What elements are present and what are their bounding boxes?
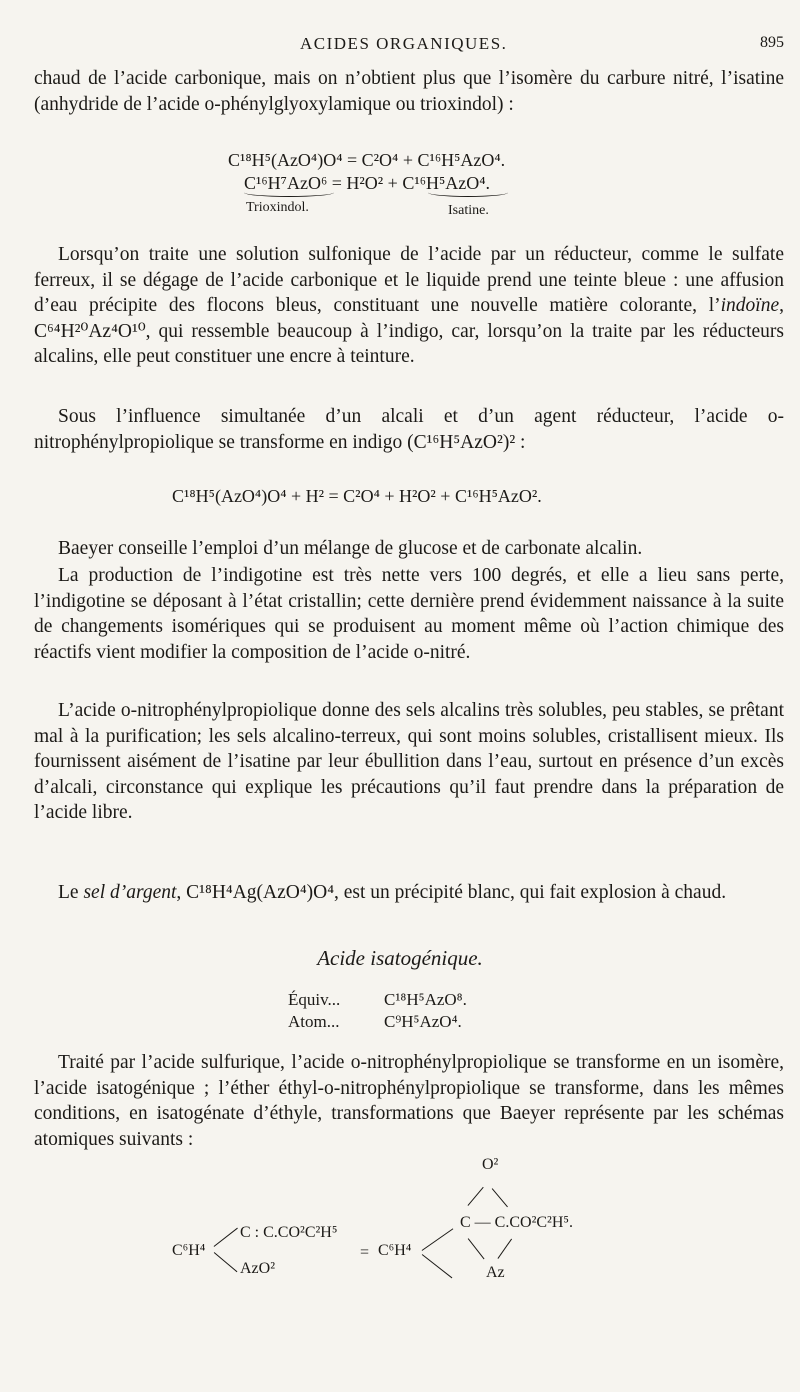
equiv-value: C¹⁸H⁵AzO⁸. xyxy=(384,990,467,1009)
equiv-label: Équiv... xyxy=(288,990,341,1009)
running-title: ACIDES ORGANIQUES. xyxy=(300,34,508,53)
paragraph-4: Baeyer conseille l’emploi d’un mélange de glucose et de carbonate alcalin. xyxy=(58,538,643,559)
scheme-right-o2: O² xyxy=(482,1156,499,1173)
scheme-left-top: C : C.CO²C²H⁵ xyxy=(240,1224,338,1241)
paragraph-2-text: Lorsqu’on traite une solution sulfonique de l’acide par un réducteur, comme le sulfate ferreux, il se dégage de l’acide carbonique et le liquide prend une teinte bleue : une affusion d’eau précipite des flocons bleus, constituant une nouvelle matière colorante, l’ xyxy=(34,244,784,317)
bond-line xyxy=(467,1238,484,1259)
label-trioxindol: Trioxindol. xyxy=(246,200,309,215)
equation-1-line-2-rhs: H²O² + C¹⁶H⁵AzO⁴. xyxy=(346,173,491,193)
paragraph-6: L’acide o-nitrophénylpropiolique donne des sels alcalins très solubles, peu stables, se prêtant mal à la purification; les sels alcalino-terreux, qui sont moins solubles, cristallisent mieux. Ils fournissent aisément de l’isatine par leur ébullition dans l’eau, surtout en présence d’un excès d’alcali, circonstance qui explique les précautions qu’il faut prendre dans la préparation de l’acide libre. xyxy=(34,700,784,824)
page-header xyxy=(0,34,800,60)
equation-1-line-1-rhs: C²O⁴ + C¹⁶H⁵AzO⁴. xyxy=(361,150,506,170)
paragraph-7-italic: sel d’argent xyxy=(83,882,177,903)
paragraph-1: chaud de l’acide carbonique, mais on n’obtient plus que l’isomère du carbure nitré, l’isatine (anhydride de l’acide o-phénylglyoxylamique ou trioxindol) : xyxy=(34,68,784,115)
scheme-left-bottom: AzO² xyxy=(240,1260,276,1277)
scheme-left-base: C⁶H⁴ xyxy=(172,1242,206,1259)
brace-right xyxy=(428,188,508,197)
equation-2: C¹⁸H⁵(AzO⁴)O⁴ + H² = C²O⁴ + H²O² + C¹⁶H⁵AzO². xyxy=(172,486,542,506)
paragraph-7-end: , C¹⁸H⁴Ag(AzO⁴)O⁴, est un précipité blanc, qui fait explosion à chaud. xyxy=(176,882,727,903)
bond-line xyxy=(214,1228,238,1247)
bond-line xyxy=(492,1188,508,1207)
paragraph-5: La production de l’indigotine est très nette vers 100 degrés, et elle a lieu sans perte, l’indigotine se déposant à l’état cristallin; cette dernière prend évidemment naissance à la suite de changements isomériques qui se produisent au moment même où l’action chimique des réactifs vient modifier la composition de l’acide o-nitré. xyxy=(34,565,784,663)
paragraph-2-end: , C⁶⁴H²⁰Az⁴O¹⁰, qui ressemble beaucoup à l’indigo, car, lorsqu’on la traite par les réducteurs alcalins, elle peut constituer une encre à teinture. xyxy=(34,295,784,368)
scheme-right-az: Az xyxy=(486,1264,505,1281)
scheme-right-top: C — C.CO²C²H⁵. xyxy=(460,1214,573,1231)
equation-1-line-2-lhs: C¹⁶H⁷AzO⁶ xyxy=(244,173,328,193)
label-isatine: Isatine. xyxy=(448,203,489,218)
section-heading: Acide isatogénique. xyxy=(317,946,483,970)
paragraph-7-start: Le xyxy=(58,882,84,903)
equation-1-line-1: C¹⁸H⁵(AzO⁴)O⁴ = C²O⁴ + C¹⁶H⁵AzO⁴. xyxy=(228,150,506,170)
scheme-right-base: C⁶H⁴ xyxy=(378,1242,412,1259)
bond-line xyxy=(422,1228,454,1251)
paragraph-8: Traité par l’acide sulfurique, l’acide o-nitrophénylpropiolique se transforme en un isomère, l’acide isatogénique ; l’éther éthyl-o-nitrophénylpropiolique se transforme, dans les mêmes conditions, en isatogénate d’éthyle, transformations que Baeyer représente par les schémas atomiques suivants : xyxy=(34,1052,784,1150)
paragraph-2-italic: indoïne xyxy=(720,295,780,317)
bond-line xyxy=(422,1254,453,1278)
bond-line xyxy=(468,1187,484,1206)
paragraph-7 xyxy=(34,880,784,906)
brace-left xyxy=(244,188,334,197)
atom-label: Atom... xyxy=(288,1012,340,1031)
atom-value: C⁹H⁵AzO⁴. xyxy=(384,1012,462,1031)
equation-1-line-2: C¹⁶H⁷AzO⁶ = H²O² + C¹⁶H⁵AzO⁴. xyxy=(244,173,491,193)
scheme-equals: = xyxy=(360,1244,370,1261)
bond-line xyxy=(497,1239,512,1259)
paragraph-3: Sous l’influence simultanée d’un alcali et d’un agent réducteur, l’acide o-nitrophénylpropiolique se transforme en indigo (C¹⁶H⁵AzO²)² : xyxy=(34,406,784,453)
page-number: 895 xyxy=(760,34,784,51)
equation-1-line-1-lhs: C¹⁸H⁵(AzO⁴)O⁴ xyxy=(228,150,343,170)
paragraph-2 xyxy=(34,242,784,370)
bond-line xyxy=(214,1252,238,1272)
